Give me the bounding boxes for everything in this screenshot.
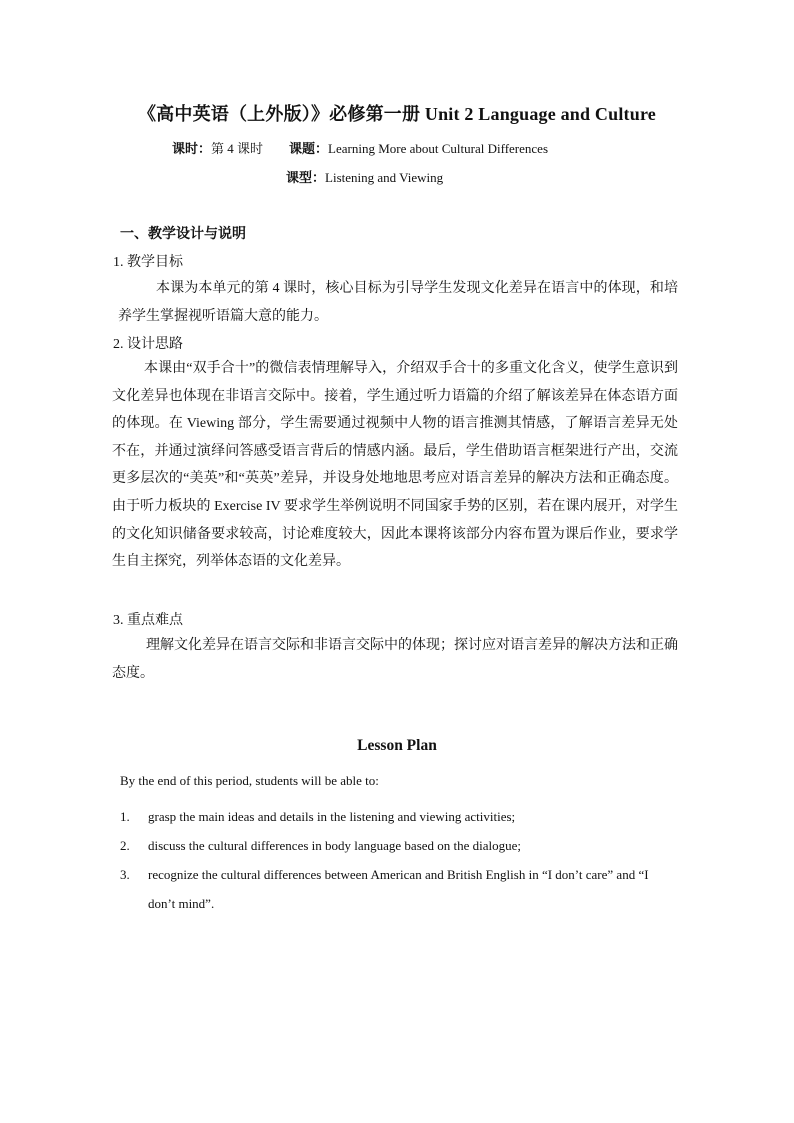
list-item — [120, 831, 660, 860]
type-label: 课型： — [286, 170, 326, 185]
document-title: 《高中英语（上外版）》必修第一册 Unit 2 Language and Culture — [137, 104, 656, 124]
period-value: 第 4 课时 — [211, 141, 264, 156]
design-paragraph: 本课由“双手合十”的微信表情理解导入，介绍双手合十的多重文化含义，使学生意识到文化差异也体现在非语言交际中。接着，学生通过听力语篇的介绍了解该差异在体态语方面的体现。在 Viewing 部分，学生需要通过视频中人物的语言推测其情感，了解语言差异无处不在，并通过演绎问答感受语言背后的情感内涵。最后，学生借助语言框架进行产出，交流更多层次的“美英”和“英英”差异，并设身处地地思考应对语言差异的解决方法和正确态度。由于听力板块的 Exercise IV 要求学生举例说明不同国家手势的区别，若在课内展开，对学生的文化知识储备要求较高，讨论难度较大，因此本课将该部分内容布置为课后作业，要求学生自主探究，列举体态语的文化差异。 — [112, 361, 678, 570]
period-label: 课时： — [172, 141, 212, 156]
type-value: Listening and Viewing — [325, 170, 444, 185]
list-item-text: discuss the cultural differences in body language based on the dialogue; — [148, 838, 522, 853]
list-item — [120, 802, 660, 831]
list-item-number: 3. — [120, 867, 130, 882]
list-item-text: recognize the cultural differences between American and British English in “I don’t care” and “I don’t mind”. — [148, 867, 649, 911]
list-item-number: 1. — [120, 809, 130, 824]
section-heading: 一、教学设计与说明 — [120, 227, 246, 242]
topic-value: Learning More about Cultural Differences — [328, 141, 549, 156]
objective-paragraph: 本课为本单元的第 4 课时，核心目标为引导学生发现文化差异在语言中的体现，和培养学生掌握视听语篇大意的能力。 — [118, 281, 678, 324]
design-heading: 2. 设计思路 — [113, 337, 183, 352]
lesson-plan-title: Lesson Plan — [357, 737, 437, 754]
objective-heading: 1. 教学目标 — [113, 255, 183, 270]
list-item-number: 2. — [120, 838, 130, 853]
key-points-paragraph: 理解文化差异在语言交际和非语言交际中的体现；探讨应对语言差异的解决方法和正确态度。 — [112, 638, 678, 681]
lesson-meta-line — [172, 138, 548, 157]
lesson-plan-intro: By the end of this period, students will be able to: — [120, 773, 379, 788]
list-item-text: grasp the main ideas and details in the listening and viewing activities; — [148, 809, 516, 824]
topic-label: 课题： — [289, 141, 329, 156]
lesson-type-line — [286, 167, 443, 186]
lesson-objectives-list — [120, 802, 660, 918]
list-item — [120, 860, 660, 918]
key-points-heading: 3. 重点难点 — [113, 613, 183, 628]
